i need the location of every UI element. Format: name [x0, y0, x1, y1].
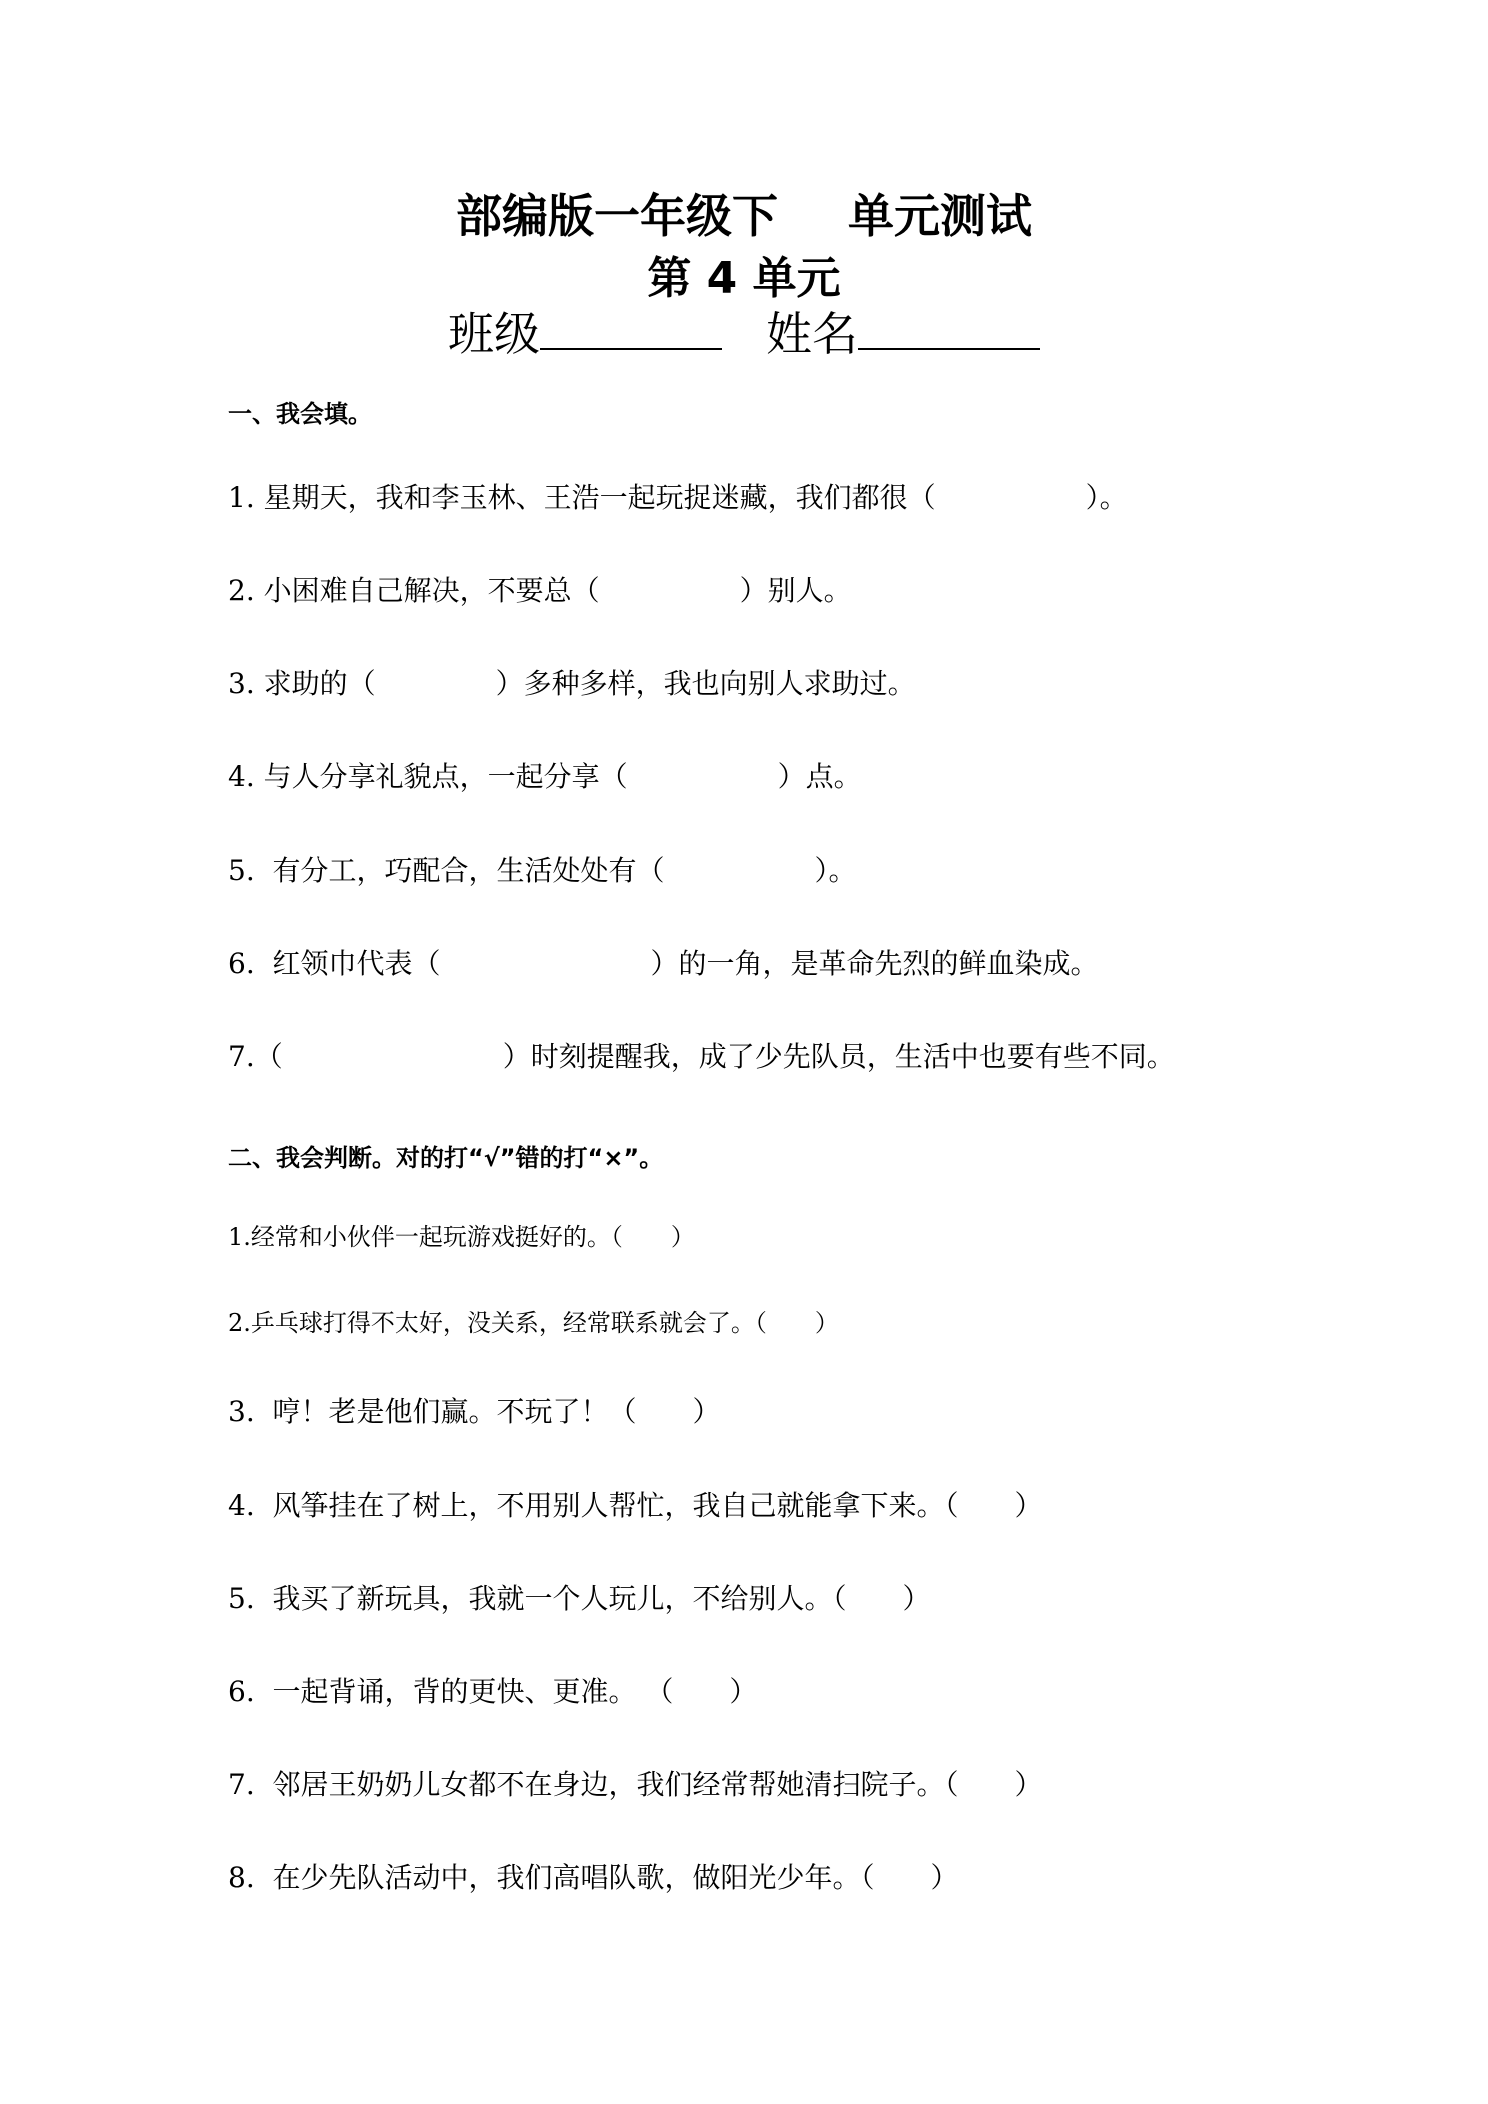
fill-item-2: 2. 小困难自己解决，不要总（ ）别人。 — [228, 574, 852, 607]
fill-item-7: 7.（ ）时刻提醒我，成了少先队员，生活中也要有些不同。 — [228, 1040, 1175, 1073]
judge-item-8: 8. 在少先队活动中，我们高唱队歌，做阳光少年。（ ） — [228, 1861, 959, 1894]
fill-item-6: 6. 红领巾代表（ ）的一角，是革命先烈的鲜血染成。 — [228, 947, 1099, 980]
judge-item-1: 1.经常和小伙伴一起玩游戏挺好的。（ ） — [228, 1223, 695, 1251]
section2-heading: 二、我会判断。对的打“√”错的打“×”。 — [228, 1144, 664, 1172]
title-left: 部编版一年级下 — [456, 189, 778, 243]
judge-item-3: 3. 哼！老是他们赢。不玩了！（ ） — [228, 1395, 721, 1428]
judge-item-7: 7. 邻居王奶奶儿女都不在身边，我们经常帮她清扫院子。（ ） — [228, 1768, 1043, 1801]
class-blank[interactable] — [540, 308, 722, 350]
unit-subtitle: 第 4 单元 — [647, 253, 841, 304]
judge-item-5: 5. 我买了新玩具，我就一个人玩儿，不给别人。（ ） — [228, 1582, 931, 1615]
fill-item-4: 4. 与人分享礼貌点，一起分享（ ）点。 — [228, 760, 862, 793]
name-blank[interactable] — [858, 308, 1040, 350]
fill-item-3: 3. 求助的（ ）多种多样，我也向别人求助过。 — [228, 667, 916, 700]
judge-item-6: 6. 一起背诵，背的更快、更准。 （ ） — [228, 1675, 758, 1708]
name-label: 姓名 — [766, 307, 858, 361]
fill-item-1: 1. 星期天，我和李玉林、王浩一起玩捉迷藏，我们都很（ ）。 — [228, 481, 1128, 514]
judge-item-4: 4. 风筝挂在了树上，不用别人帮忙，我自己就能拿下来。（ ） — [228, 1489, 1043, 1522]
judge-item-2: 2.乒乓球打得不太好，没关系，经常联系就会了。（ ） — [228, 1309, 839, 1337]
section1-heading: 一、我会填。 — [228, 400, 372, 428]
title-right: 单元测试 — [848, 189, 1032, 243]
fill-item-5: 5. 有分工，巧配合，生活处处有（ ）。 — [228, 854, 857, 887]
class-label: 班级 — [448, 307, 540, 361]
page-title — [0, 180, 1488, 246]
student-info-line — [0, 298, 1488, 364]
